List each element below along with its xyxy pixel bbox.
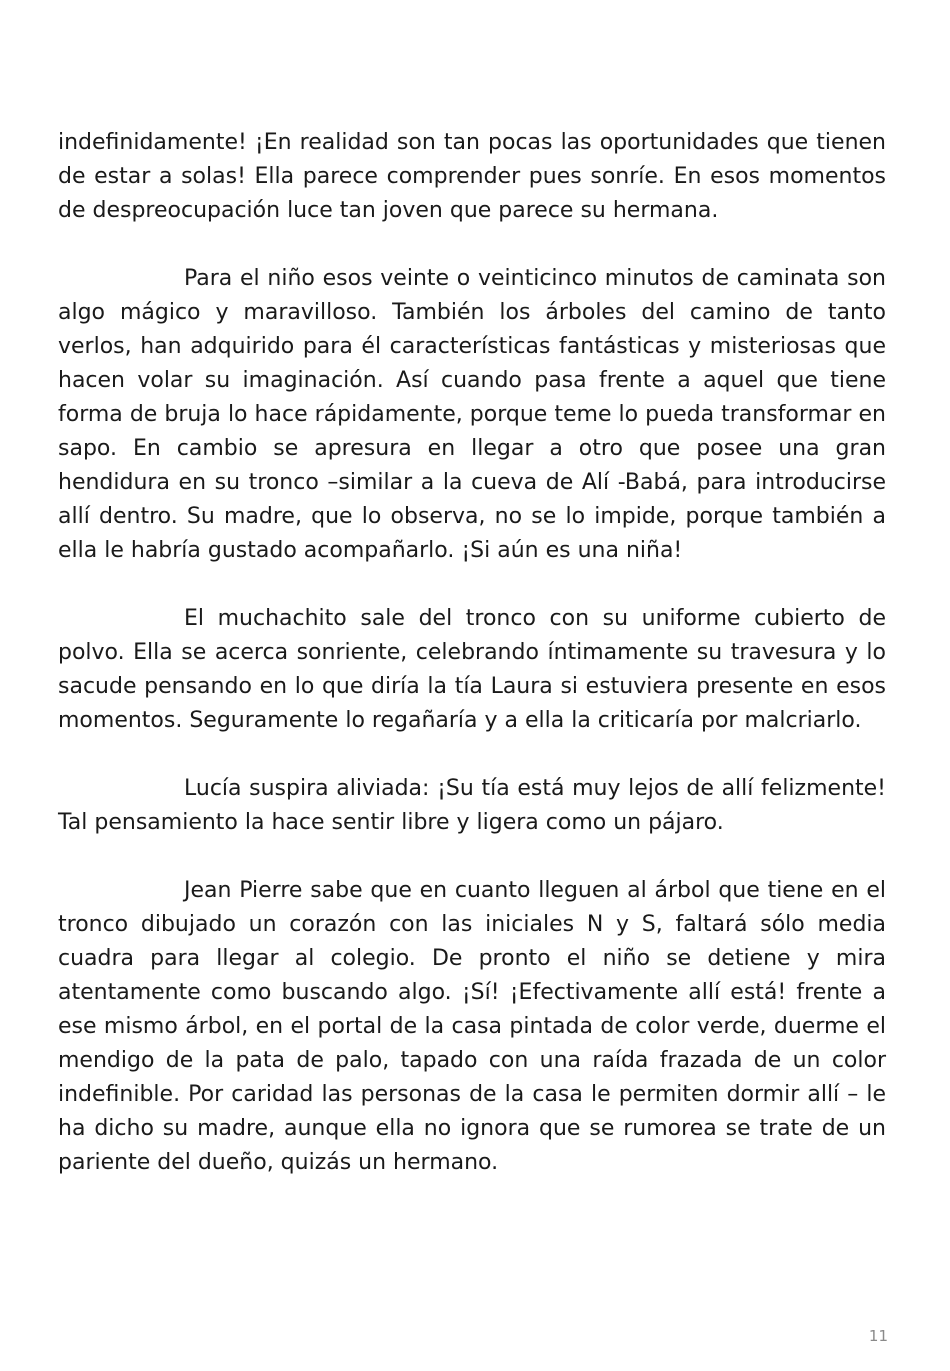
page-number: 11 bbox=[868, 1327, 888, 1345]
paragraph-1: indefinidamente! ¡En realidad son tan pocas las oportunidades que tienen de estar a solas! Ella parece comprender pues sonríe. En esos momentos de despreocupación luce tan joven que parece su hermana. bbox=[58, 130, 886, 223]
page-body bbox=[58, 126, 886, 1214]
paragraph-5: Jean Pierre sabe que en cuanto lleguen al árbol que tiene en el tronco dibujado un corazón con las iniciales N y S, faltará sólo media cuadra para llegar al colegio. De pronto el niño se detiene y mira atentamente como buscando algo. ¡Sí! ¡Efectivamente allí está! frente a ese mismo árbol, en el portal de la casa pintada de color verde, duerme el mendigo de la pata de palo, tapado con una raída frazada de un color indefinible. Por caridad las personas de la casa le permiten dormir allí – le ha dicho su madre, aunque ella no ignora que se rumorea se trate de un pariente del dueño, quizás un hermano. bbox=[58, 878, 886, 1175]
paragraph-4: Lucía suspira aliviada: ¡Su tía está muy lejos de allí felizmente! Tal pensamiento la hace sentir libre y ligera como un pájaro. bbox=[58, 776, 886, 835]
paragraph-3: El muchachito sale del tronco con su uniforme cubierto de polvo. Ella se acerca sonriente, celebrando íntimamente su travesura y lo sacude pensando en lo que diría la tía Laura si estuviera presente en esos momentos. Seguramente lo regañaría y a ella la criticaría por malcriarlo. bbox=[58, 606, 886, 733]
paragraph-2: Para el niño esos veinte o veinticinco minutos de caminata son algo mágico y maravilloso. También los árboles del camino de tanto verlos, han adquirido para él características fantásticas y misteriosas que hacen volar su imaginación. Así cuando pasa frente a aquel que tiene forma de bruja lo hace rápidamente, porque teme lo pueda transformar en sapo. En cambio se apresura en llegar a otro que posee una gran hendidura en su tronco –similar a la cueva de Alí -Babá, para introducirse allí dentro. Su madre, que lo observa, no se lo impide, porque también a ella le habría gustado acompañarlo. ¡Si aún es una niña! bbox=[58, 266, 886, 563]
